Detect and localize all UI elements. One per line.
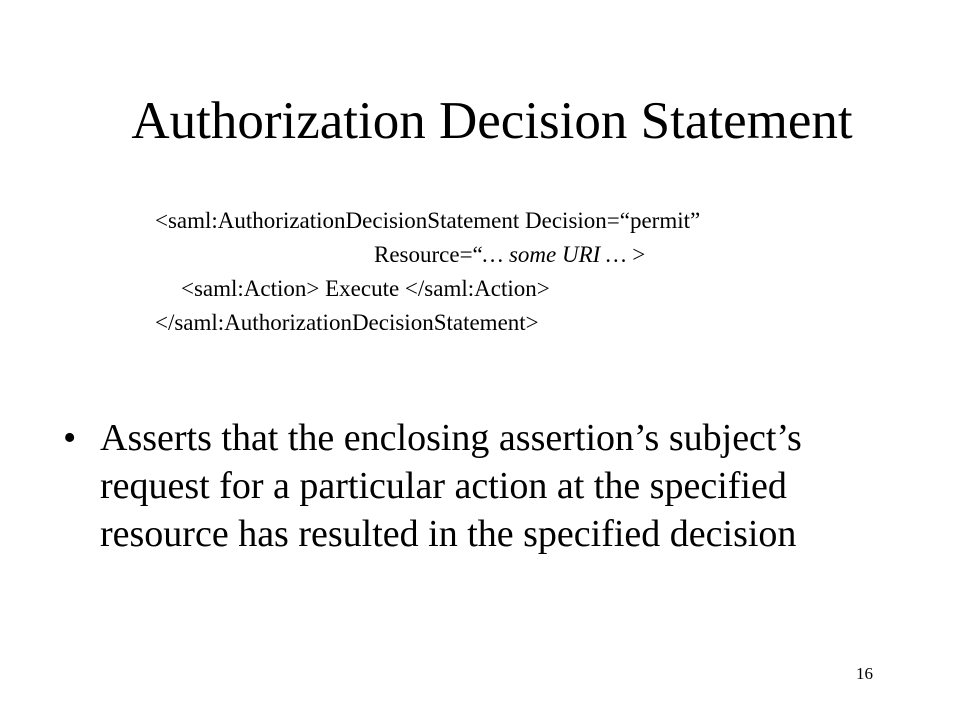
code-line-resource xyxy=(374,238,645,273)
bullet-marker: • xyxy=(63,417,77,459)
code-line-close-tag: </saml:AuthorizationDecisionStatement> xyxy=(155,310,539,335)
resource-uri-placeholder: … some URI … xyxy=(482,242,627,267)
resource-attr-suffix: > xyxy=(626,242,646,267)
code-line-action: <saml:Action> Execute </saml:Action> xyxy=(181,276,550,301)
code-line-open-tag: <saml:AuthorizationDecisionStatement Decision=“permit” xyxy=(155,208,701,233)
slide-title: Authorization Decision Statement xyxy=(131,92,853,150)
slide-number: 16 xyxy=(856,664,873,683)
resource-attr-prefix: Resource=“ xyxy=(374,242,483,267)
bullet-item-text: Asserts that the enclosing assertion’s subject’s request for a particular action at the specified resource has resulted in the specified decision xyxy=(100,417,802,555)
